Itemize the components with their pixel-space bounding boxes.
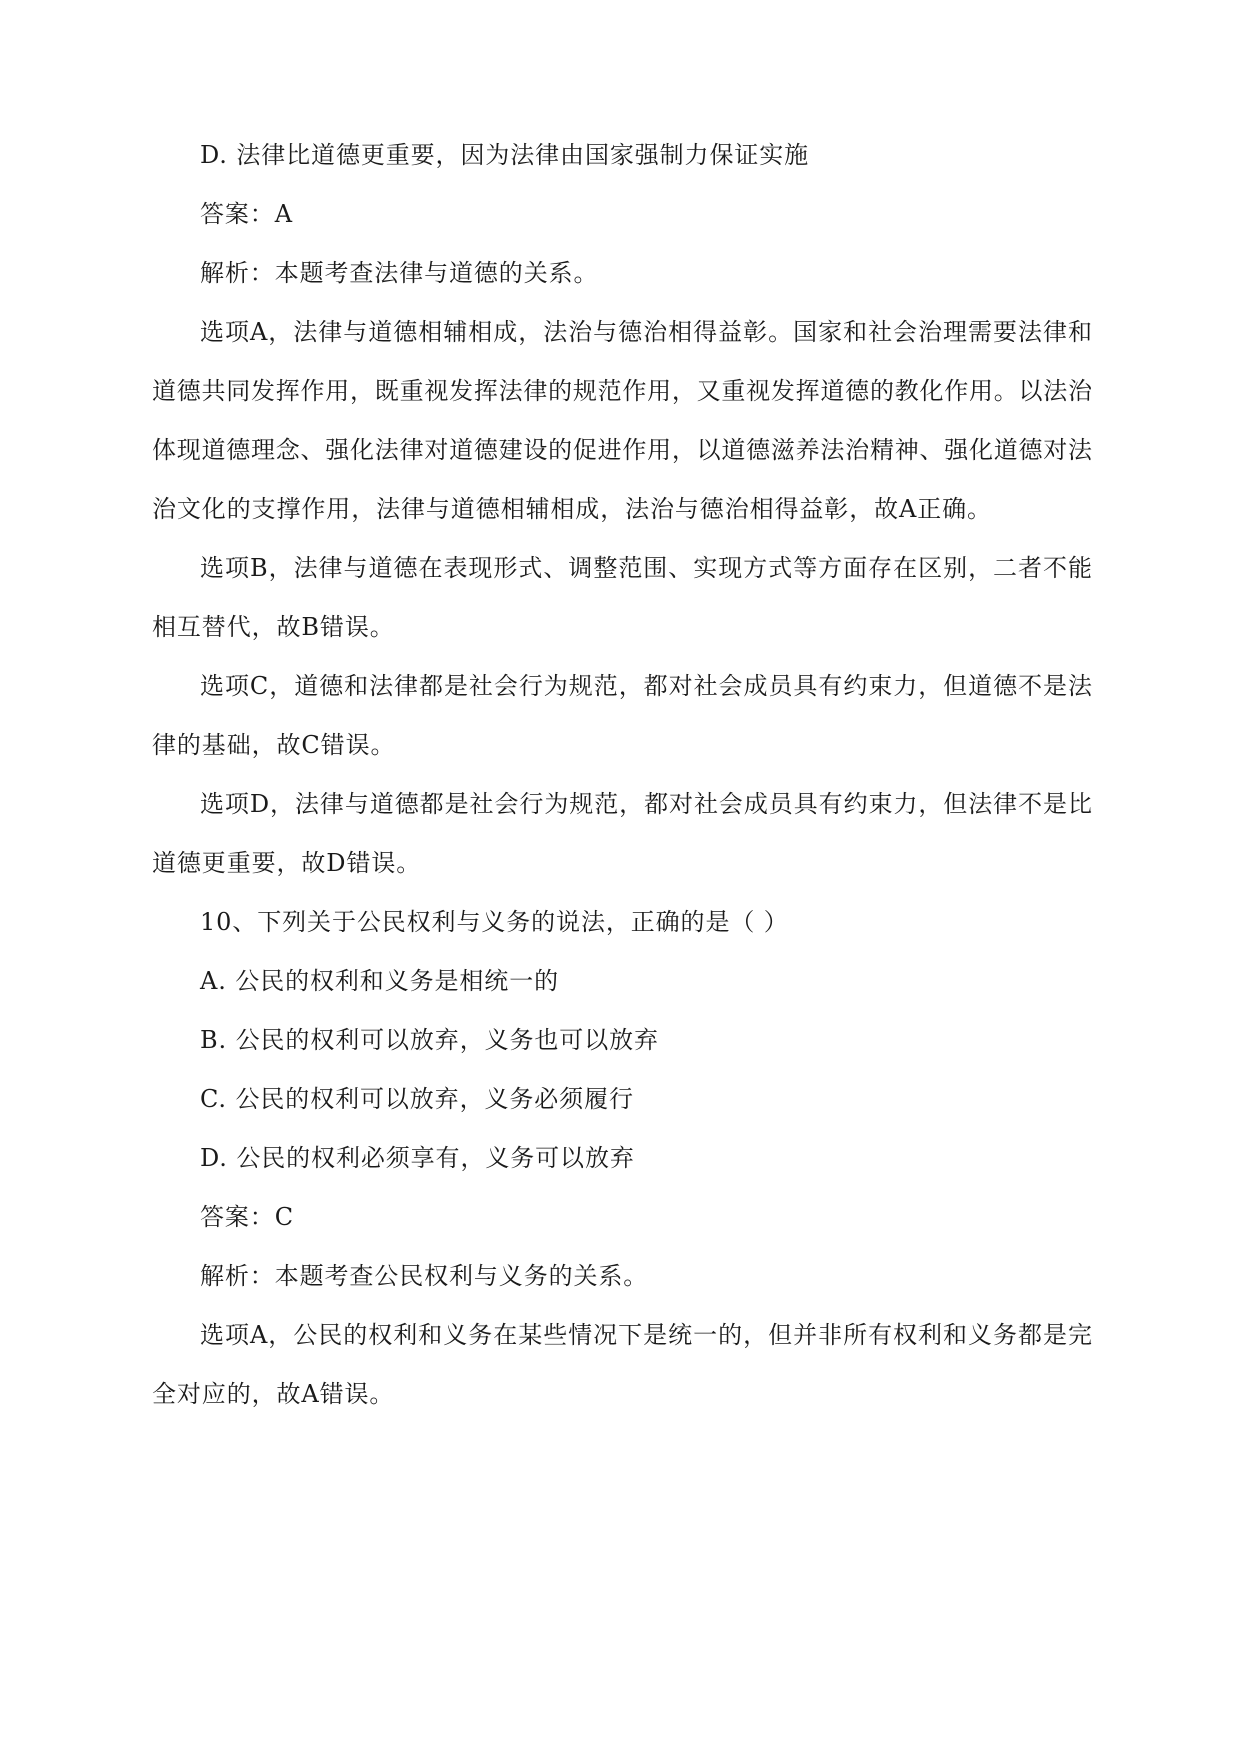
analysis-option-c-line-1: 选项C，道德和法律都是社会行为规范，都对社会成员具有约束力，但道德不是法: [200, 672, 1092, 700]
question-10-analysis-option-a-line-2: 全对应的，故A错误。: [152, 1380, 395, 1408]
analysis-option-c-line-2: 律的基础，故C错误。: [152, 731, 396, 759]
analysis-option-d-line-1: 选项D，法律与道德都是社会行为规范，都对社会成员具有约束力，但法律不是比: [200, 790, 1092, 818]
analysis-option-b-line-2: 相互替代，故B错误。: [152, 613, 395, 641]
analysis-option-b-line-1: 选项B，法律与道德在表现形式、调整范围、实现方式等方面存在区别，二者不能: [200, 554, 1092, 582]
question-10-option-b: B. 公民的权利可以放弃，义务也可以放弃: [200, 1026, 659, 1054]
analysis-option-d-line-2: 道德更重要，故D错误。: [152, 849, 422, 877]
analysis-option-a-line-2: 道德共同发挥作用，既重视发挥法律的规范作用，又重视发挥道德的教化作用。以法治: [152, 377, 1092, 405]
analysis-intro: 解析：本题考查法律与道德的关系。: [200, 259, 599, 287]
question-10-option-c: C. 公民的权利可以放弃，义务必须履行: [200, 1085, 634, 1113]
question-10: 10、下列关于公民权利与义务的说法，正确的是（ ）: [200, 908, 789, 936]
question-10-answer: 答案：C: [200, 1203, 294, 1231]
question-10-analysis-option-a-line-1: 选项A，公民的权利和义务在某些情况下是统一的，但并非所有权利和义务都是完: [200, 1321, 1092, 1349]
analysis-option-a-line-4: 治文化的支撑作用，法律与道德相辅相成，法治与德治相得益彰，故A正确。: [152, 495, 992, 523]
question-10-option-d: D. 公民的权利必须享有，义务可以放弃: [200, 1144, 635, 1172]
answer-line: 答案：A: [200, 200, 293, 228]
analysis-option-a-line-1: 选项A，法律与道德相辅相成，法治与德治相得益彰。国家和社会治理需要法律和: [200, 318, 1092, 346]
question-10-option-a: A. 公民的权利和义务是相统一的: [200, 967, 559, 995]
question-10-analysis-intro: 解析：本题考查公民权利与义务的关系。: [200, 1262, 649, 1290]
option-d-previous-question: D. 法律比道德更重要，因为法律由国家强制力保证实施: [200, 141, 810, 169]
analysis-option-a-line-3: 体现道德理念、强化法律对道德建设的促进作用，以道德滋养法治精神、强化道德对法: [152, 436, 1092, 464]
